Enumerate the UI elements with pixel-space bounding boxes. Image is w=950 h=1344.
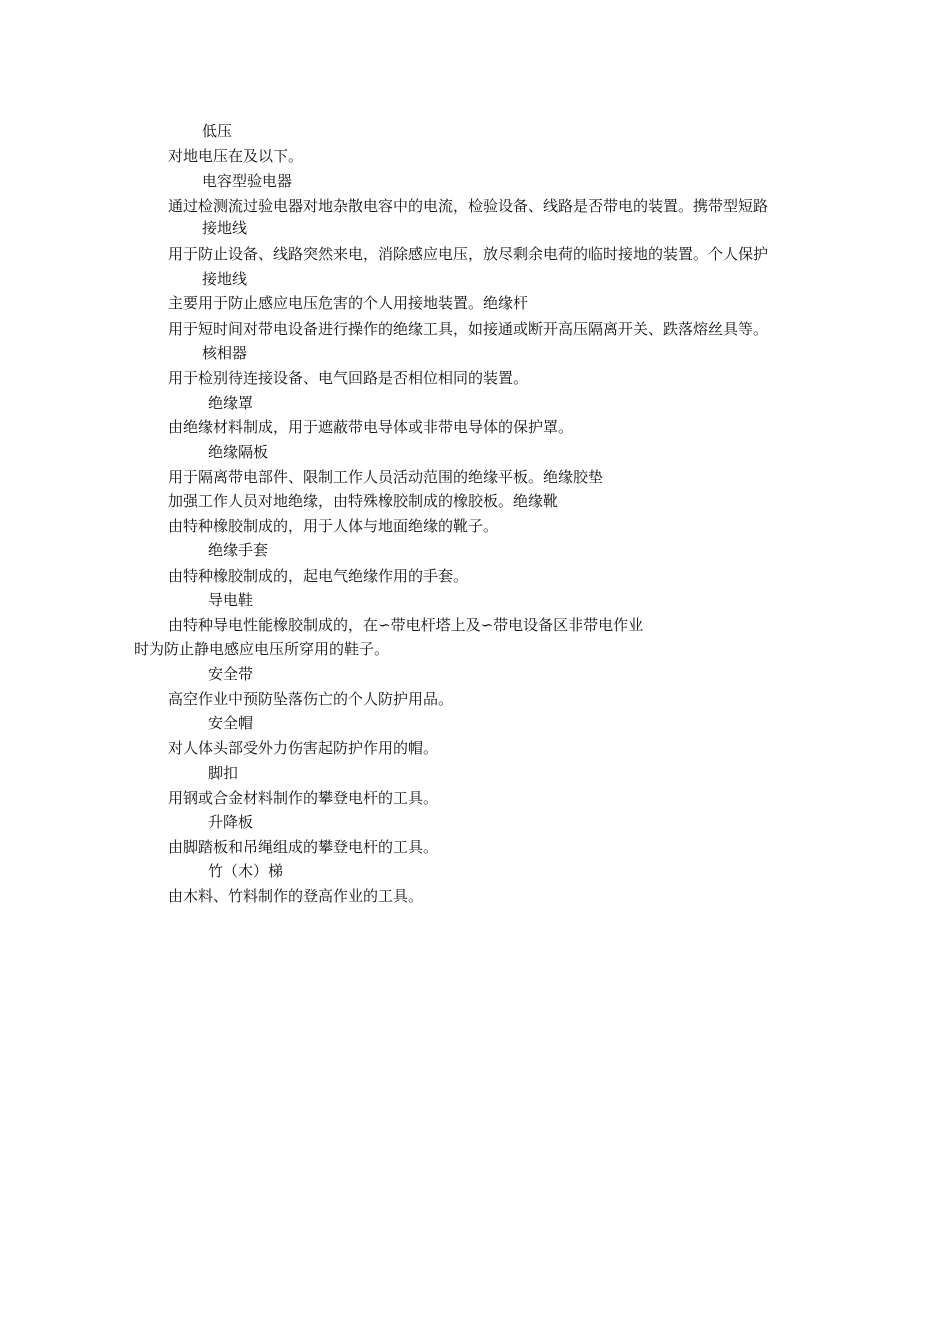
term-definition-continuation: 时为防止静电感应电压所穿用的鞋子。 bbox=[134, 640, 390, 658]
term-heading: 竹（木）梯 bbox=[208, 862, 284, 880]
term-heading: 电容型验电器 bbox=[202, 172, 293, 190]
term-definition: 由木料、竹料制作的登高作业的工具。 bbox=[168, 887, 424, 905]
term-definition: 由特种导电性能橡胶制成的，在∽带电杆塔上及∽带电设备区非带电作业 bbox=[168, 616, 644, 634]
term-heading: 绝缘手套 bbox=[208, 541, 269, 559]
term-definition: 用于检别待连接设备、电气回路是否相位相同的装置。 bbox=[168, 369, 529, 387]
term-heading: 核相器 bbox=[202, 344, 248, 362]
term-heading: 安全帽 bbox=[208, 714, 254, 732]
term-heading: 升降板 bbox=[208, 813, 254, 831]
term-heading: 接地线 bbox=[202, 219, 248, 237]
term-definition: 用于短时间对带电设备进行操作的绝缘工具，如接通或断开高压隔离开关、跌落熔丝具等。 bbox=[168, 320, 769, 338]
term-heading: 绝缘罩 bbox=[208, 394, 254, 412]
term-definition: 高空作业中预防坠落伤亡的个人防护用品。 bbox=[168, 690, 454, 708]
term-definition: 对人体头部受外力伤害起防护作用的帽。 bbox=[168, 739, 439, 757]
term-definition: 用于防止设备、线路突然来电，消除感应电压，放尽剩余电荷的临时接地的装置。个人保护 bbox=[168, 245, 769, 263]
term-definition: 主要用于防止感应电压危害的个人用接地装置。绝缘杆 bbox=[168, 294, 529, 312]
term-heading: 导电鞋 bbox=[208, 591, 254, 609]
term-heading: 低压 bbox=[202, 122, 233, 140]
term-definition: 由绝缘材料制成，用于遮蔽带电导体或非带电导体的保护罩。 bbox=[168, 418, 574, 436]
term-heading: 安全带 bbox=[208, 665, 254, 683]
term-definition: 由脚踏板和吊绳组成的攀登电杆的工具。 bbox=[168, 838, 439, 856]
term-heading: 接地线 bbox=[202, 270, 248, 288]
term-definition: 通过检测流过验电器对地杂散电容中的电流，检验设备、线路是否带电的装置。携带型短路 bbox=[168, 197, 769, 215]
term-heading: 脚扣 bbox=[208, 764, 239, 782]
term-definition: 由特种橡胶制成的，起电气绝缘作用的手套。 bbox=[168, 567, 469, 585]
term-definition: 用于隔离带电部件、限制工作人员活动范围的绝缘平板。绝缘胶垫 bbox=[168, 468, 604, 486]
term-definition: 对地电压在及以下。 bbox=[168, 147, 304, 165]
term-heading: 绝缘隔板 bbox=[208, 443, 269, 461]
term-definition: 用钢或合金材料制作的攀登电杆的工具。 bbox=[168, 789, 439, 807]
term-definition: 由特种橡胶制成的，用于人体与地面绝缘的靴子。 bbox=[168, 517, 499, 535]
term-definition: 加强工作人员对地绝缘，由特殊橡胶制成的橡胶板。绝缘靴 bbox=[168, 492, 559, 510]
